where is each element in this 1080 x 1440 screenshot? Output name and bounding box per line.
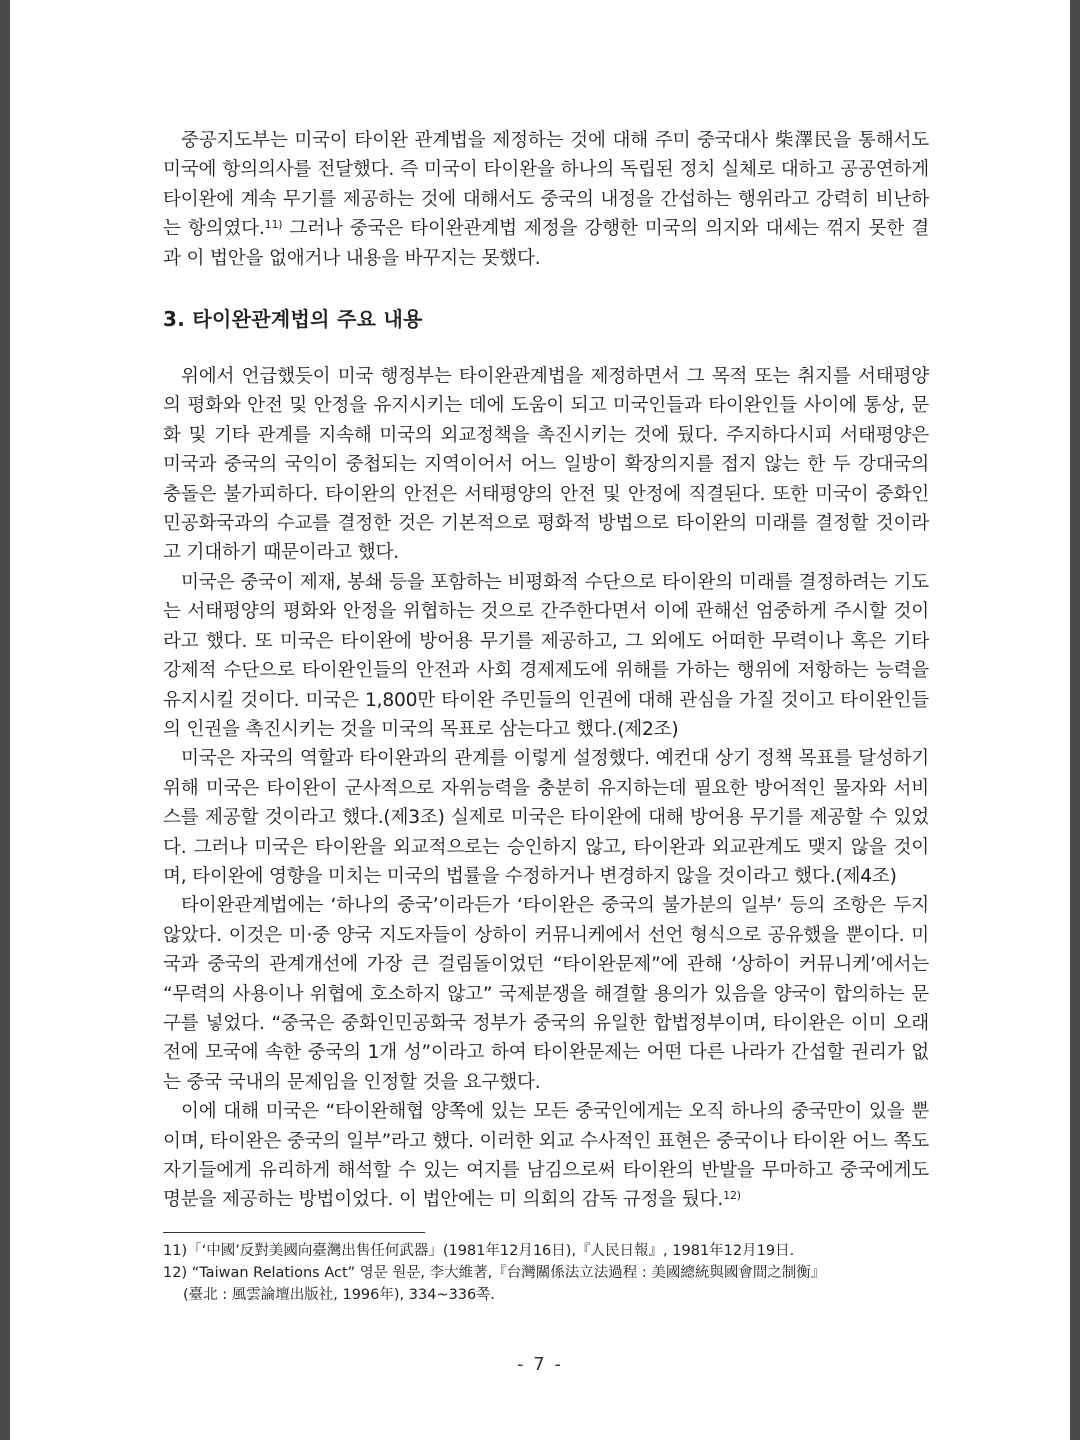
- paragraph-text-continued: 그러나 중국은 타이완관계법 제정을 강행한 미국의 의지와 대세는 꺾지 못한 결과 이 법안을 없애거나 내용을 바꾸지는 못했다.: [163, 218, 929, 269]
- paragraph-text: 중공지도부는 미국이 타이완 관계법을 제정하는 것에 대해 주미 중국대사 柴澤民을 통해서도 미국에 항의의사를 전달했다. 즉 미국이 타이완을 하나의 독립된 정치 실체로 대하고 공공연하게 타이완에 계속 무기를 제공하는 것에 대해서도 중국의 내정을 간섭하는 행위라고 강력히 비난하는 항의였다.: [163, 130, 929, 240]
- footnote-ref-12: 12): [723, 1189, 741, 1203]
- footnote-ref-11: 11): [264, 218, 283, 232]
- page-number: - 7 -: [517, 1354, 563, 1375]
- page-content: [163, 126, 929, 1215]
- paragraph-4: 타이완관계법에는 ‘하나의 중국’이라든가 ‘타이완은 중국의 불가분의 일부’ 등의 조항은 두지 않았다. 이것은 미·중 양국 지도자들이 상하이 커뮤니케에서 선언 형식으로 공유했을 뿐이다. 미국과 중국의 관계개선에 가장 큰 걸림돌이었던 “타이완문제”에 관해 ‘상하이 커뮤니케’에서는 “무력의 사용이나 위협에 호소하지 않고” 국제분쟁을 해결할 용의가 있음을 양국이 합의하는 문구를 넣었다. “중국은 중화인민공화국 정부가 중국의 유일한 합법정부이며, 타이완은 이미 오래 전에 모국에 속한 중국의 1개 성”이라고 하여 타이완문제는 어떤 다른 나라가 간섭할 권리가 없는 중국 국내의 문제임을 인정할 것을 요구했다.: [163, 895, 929, 1093]
- footnote-divider: [163, 1232, 425, 1233]
- paragraph-5: [163, 1097, 929, 1215]
- paragraph-1: 위에서 언급했듯이 미국 행정부는 타이완관계법을 제정하면서 그 목적 또는 취지를 서태평양의 평화와 안전 및 안정을 유지시키는 데에 도움이 되고 미국인들과 타이완인들 사이에 통상, 문화 및 기타 관계를 지속해 미국의 외교정책을 촉진시키는 것에 뒀다. 주지하다시피 서태평양은 미국과 중국의 국익이 중첩되는 지역이어서 어느 일방이 확장의지를 접지 않는 한 두 강대국의 충돌은 불가피하다. 타이완의 안전은 서태평양의 안전 및 안정에 직결된다. 또한 미국이 중화인민공화국과의 수교를 결정한 것은 기본적으로 평화적 방법으로 타이완의 미래를 결정할 것이라고 기대하기 때문이라고 했다.: [163, 366, 929, 564]
- paragraph-2: 미국은 중국이 제재, 봉쇄 등을 포함하는 비평화적 수단으로 타이완의 미래를 결정하려는 기도는 서태평양의 평화와 안정을 위협하는 것으로 간주한다면서 이에 관해선 엄중하게 주시할 것이라고 했다. 또 미국은 타이완에 방어용 무기를 제공하고, 그 외에도 어떠한 무력이나 혹은 기타 강제적 수단으로 타이완인들의 안전과 사회 경제제도에 위해를 가하는 행위에 저항하는 능력을 유지시킬 것이다. 미국은 1,800만 타이완 주민들의 인권에 대해 관심을 가질 것이고 타이완인들의 인권을 촉진시키는 것을 미국의 목표로 삼는다고 했다.(제2조): [163, 571, 929, 740]
- paragraph-intro: [163, 126, 929, 273]
- section-heading: 3. 타이완관계법의 주요 내용: [163, 307, 423, 332]
- footnote-12-continued: (臺北 : 風雲論壇出版社, 1996年), 334~336쪽.: [183, 1287, 495, 1303]
- footnote-11: 11)「‘中國’反對美國向臺灣出售任何武器」(1981年12月16日),『人民日報』, 1981年12月19日.: [163, 1243, 795, 1259]
- footnote-12: 12) “Taiwan Relations Act” 영문 원문, 李大維著,『台灣關係法立法過程 : 美國總統與國會間之制衡』: [163, 1265, 826, 1281]
- footnotes: [163, 1240, 933, 1306]
- document-page: [10, 0, 1070, 1440]
- paragraph-3: 미국은 자국의 역할과 타이완과의 관계를 이렇게 설정했다. 예컨대 상기 정책 목표를 달성하기 위해 미국은 타이완이 군사적으로 자위능력을 충분히 유지하는데 필요한 방어적인 물자와 서비스를 제공할 것이라고 했다.(제3조) 실제로 미국은 타이완에 대해 방어용 무기를 제공할 수 있었다. 그러나 미국은 타이완을 외교적으로는 승인하지 않고, 타이완과 외교관계도 맺지 않을 것이며, 타이완에 영향을 미치는 미국의 법률을 수정하거나 변경하지 않을 것이라고 했다.(제4조): [163, 748, 929, 887]
- paragraph-text: 이에 대해 미국은 “타이완해협 양쪽에 있는 모든 중국인에게는 오직 하나의 중국만이 있을 뿐이며, 타이완은 중국의 일부”라고 했다. 이러한 외교 수사적인 표현은 중국이나 타이완 어느 쪽도 자기들에게 유리하게 해석할 수 있는 여지를 남김으로써 타이완의 반발을 무마하고 중국에게도 명분을 제공하는 방법이었다. 이 법안에는 미 의회의 감독 규정을 뒀다.: [163, 1101, 929, 1211]
